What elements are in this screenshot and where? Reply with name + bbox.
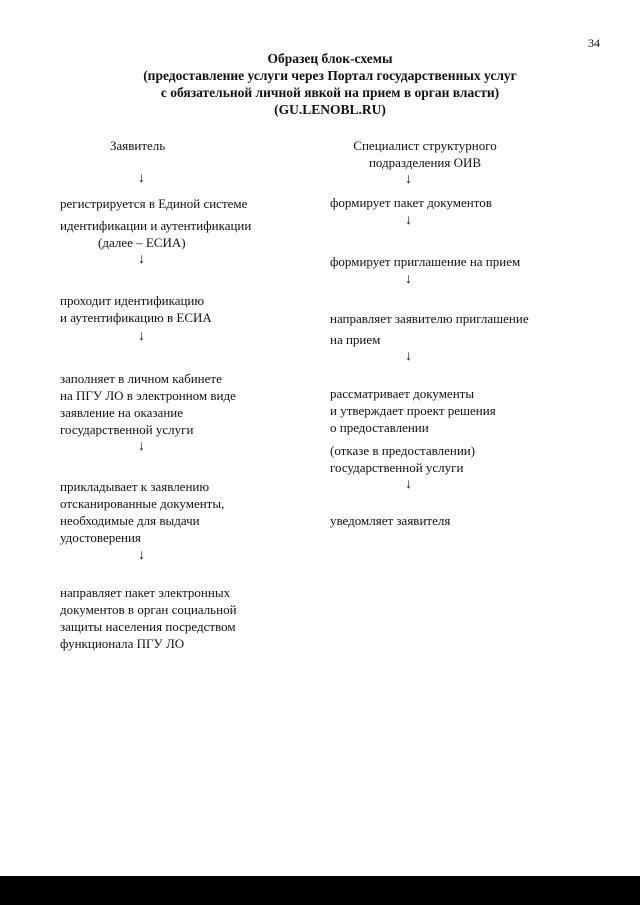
right-step-3-line-2: на прием xyxy=(330,332,381,347)
left-step-2-line-1: проходит идентификацию xyxy=(60,293,205,308)
left-column-header: Заявитель xyxy=(110,138,166,153)
left-step-1-line-1: регистрируется в Единой системе xyxy=(60,196,248,211)
left-step-4-line-4: удостоверения xyxy=(60,530,141,545)
right-column-header-line-2: подразделения ОИВ xyxy=(368,155,482,170)
flowchart-title xyxy=(60,50,600,118)
arrow-down-icon: ↓ xyxy=(405,213,412,228)
arrow-down-icon: ↓ xyxy=(405,349,412,364)
left-step-3 xyxy=(60,370,236,438)
scan-bottom-bar xyxy=(0,876,640,905)
arrow-down-icon: ↓ xyxy=(138,252,145,267)
right-step-4-line-2: и утверждает проект решения xyxy=(330,403,496,418)
right-step-1-line-1: формирует пакет документов xyxy=(330,195,492,210)
arrow-down-icon: ↓ xyxy=(405,272,412,287)
page-number: 34 xyxy=(588,36,600,50)
left-step-4-line-2: отсканированные документы, xyxy=(60,496,225,511)
left-step-3-line-2: на ПГУ ЛО в электронном виде xyxy=(60,388,236,403)
title-line-3: с обязательной личной явкой на прием в орган власти) xyxy=(160,85,500,100)
title-line-2: (предоставление услуги через Портал государственных услуг xyxy=(143,68,517,83)
right-step-5 xyxy=(330,512,450,529)
left-step-5 xyxy=(60,584,237,652)
arrow-down-icon: ↓ xyxy=(138,171,145,186)
right-column-header xyxy=(330,137,520,171)
right-step-4 xyxy=(330,385,496,476)
left-step-3-line-1: заполняет в личном кабинете xyxy=(60,371,222,386)
right-step-4-line-1: рассматривает документы xyxy=(330,386,475,401)
right-step-3-line-1: направляет заявителю приглашение xyxy=(330,311,529,326)
right-step-3 xyxy=(330,310,529,348)
left-step-5-line-3: защиты населения посредством xyxy=(60,619,236,634)
right-step-5-line-1: уведомляет заявителя xyxy=(330,513,451,528)
left-step-1-line-3: (далее – ЕСИА) xyxy=(98,235,186,250)
left-step-5-line-4: функционала ПГУ ЛО xyxy=(60,636,185,651)
left-step-4 xyxy=(60,478,224,546)
arrow-down-icon: ↓ xyxy=(138,439,145,454)
left-step-3-line-3: заявление на оказание xyxy=(60,405,183,420)
right-step-2-line-1: формирует приглашение на прием xyxy=(330,254,521,269)
left-step-1-line-2: идентификации и аутентификации xyxy=(60,218,252,233)
right-step-4-line-5: государственной услуги xyxy=(330,460,464,475)
left-step-1 xyxy=(60,195,251,251)
arrow-down-icon: ↓ xyxy=(405,477,412,492)
left-step-4-line-3: необходимые для выдачи xyxy=(60,513,200,528)
arrow-down-icon: ↓ xyxy=(405,172,412,187)
right-step-4-line-4: (отказе в предоставлении) xyxy=(330,443,476,458)
right-step-2 xyxy=(330,253,520,270)
left-step-5-line-1: направляет пакет электронных xyxy=(60,585,231,600)
left-step-2-line-2: и аутентификацию в ЕСИА xyxy=(60,310,212,325)
title-line-1: Образец блок-схемы xyxy=(267,51,393,66)
arrow-down-icon: ↓ xyxy=(138,548,145,563)
right-step-4-line-3: о предоставлении xyxy=(330,420,429,435)
right-step-1 xyxy=(330,194,492,211)
arrow-down-icon: ↓ xyxy=(138,329,145,344)
left-step-4-line-1: прикладывает к заявлению xyxy=(60,479,210,494)
left-step-5-line-2: документов в орган социальной xyxy=(60,602,237,617)
left-step-2 xyxy=(60,292,212,326)
right-column-header-line-1: Специалист структурного xyxy=(353,138,497,153)
title-line-4: (GU.LENOBL.RU) xyxy=(274,102,386,117)
left-step-3-line-4: государственной услуги xyxy=(60,422,194,437)
